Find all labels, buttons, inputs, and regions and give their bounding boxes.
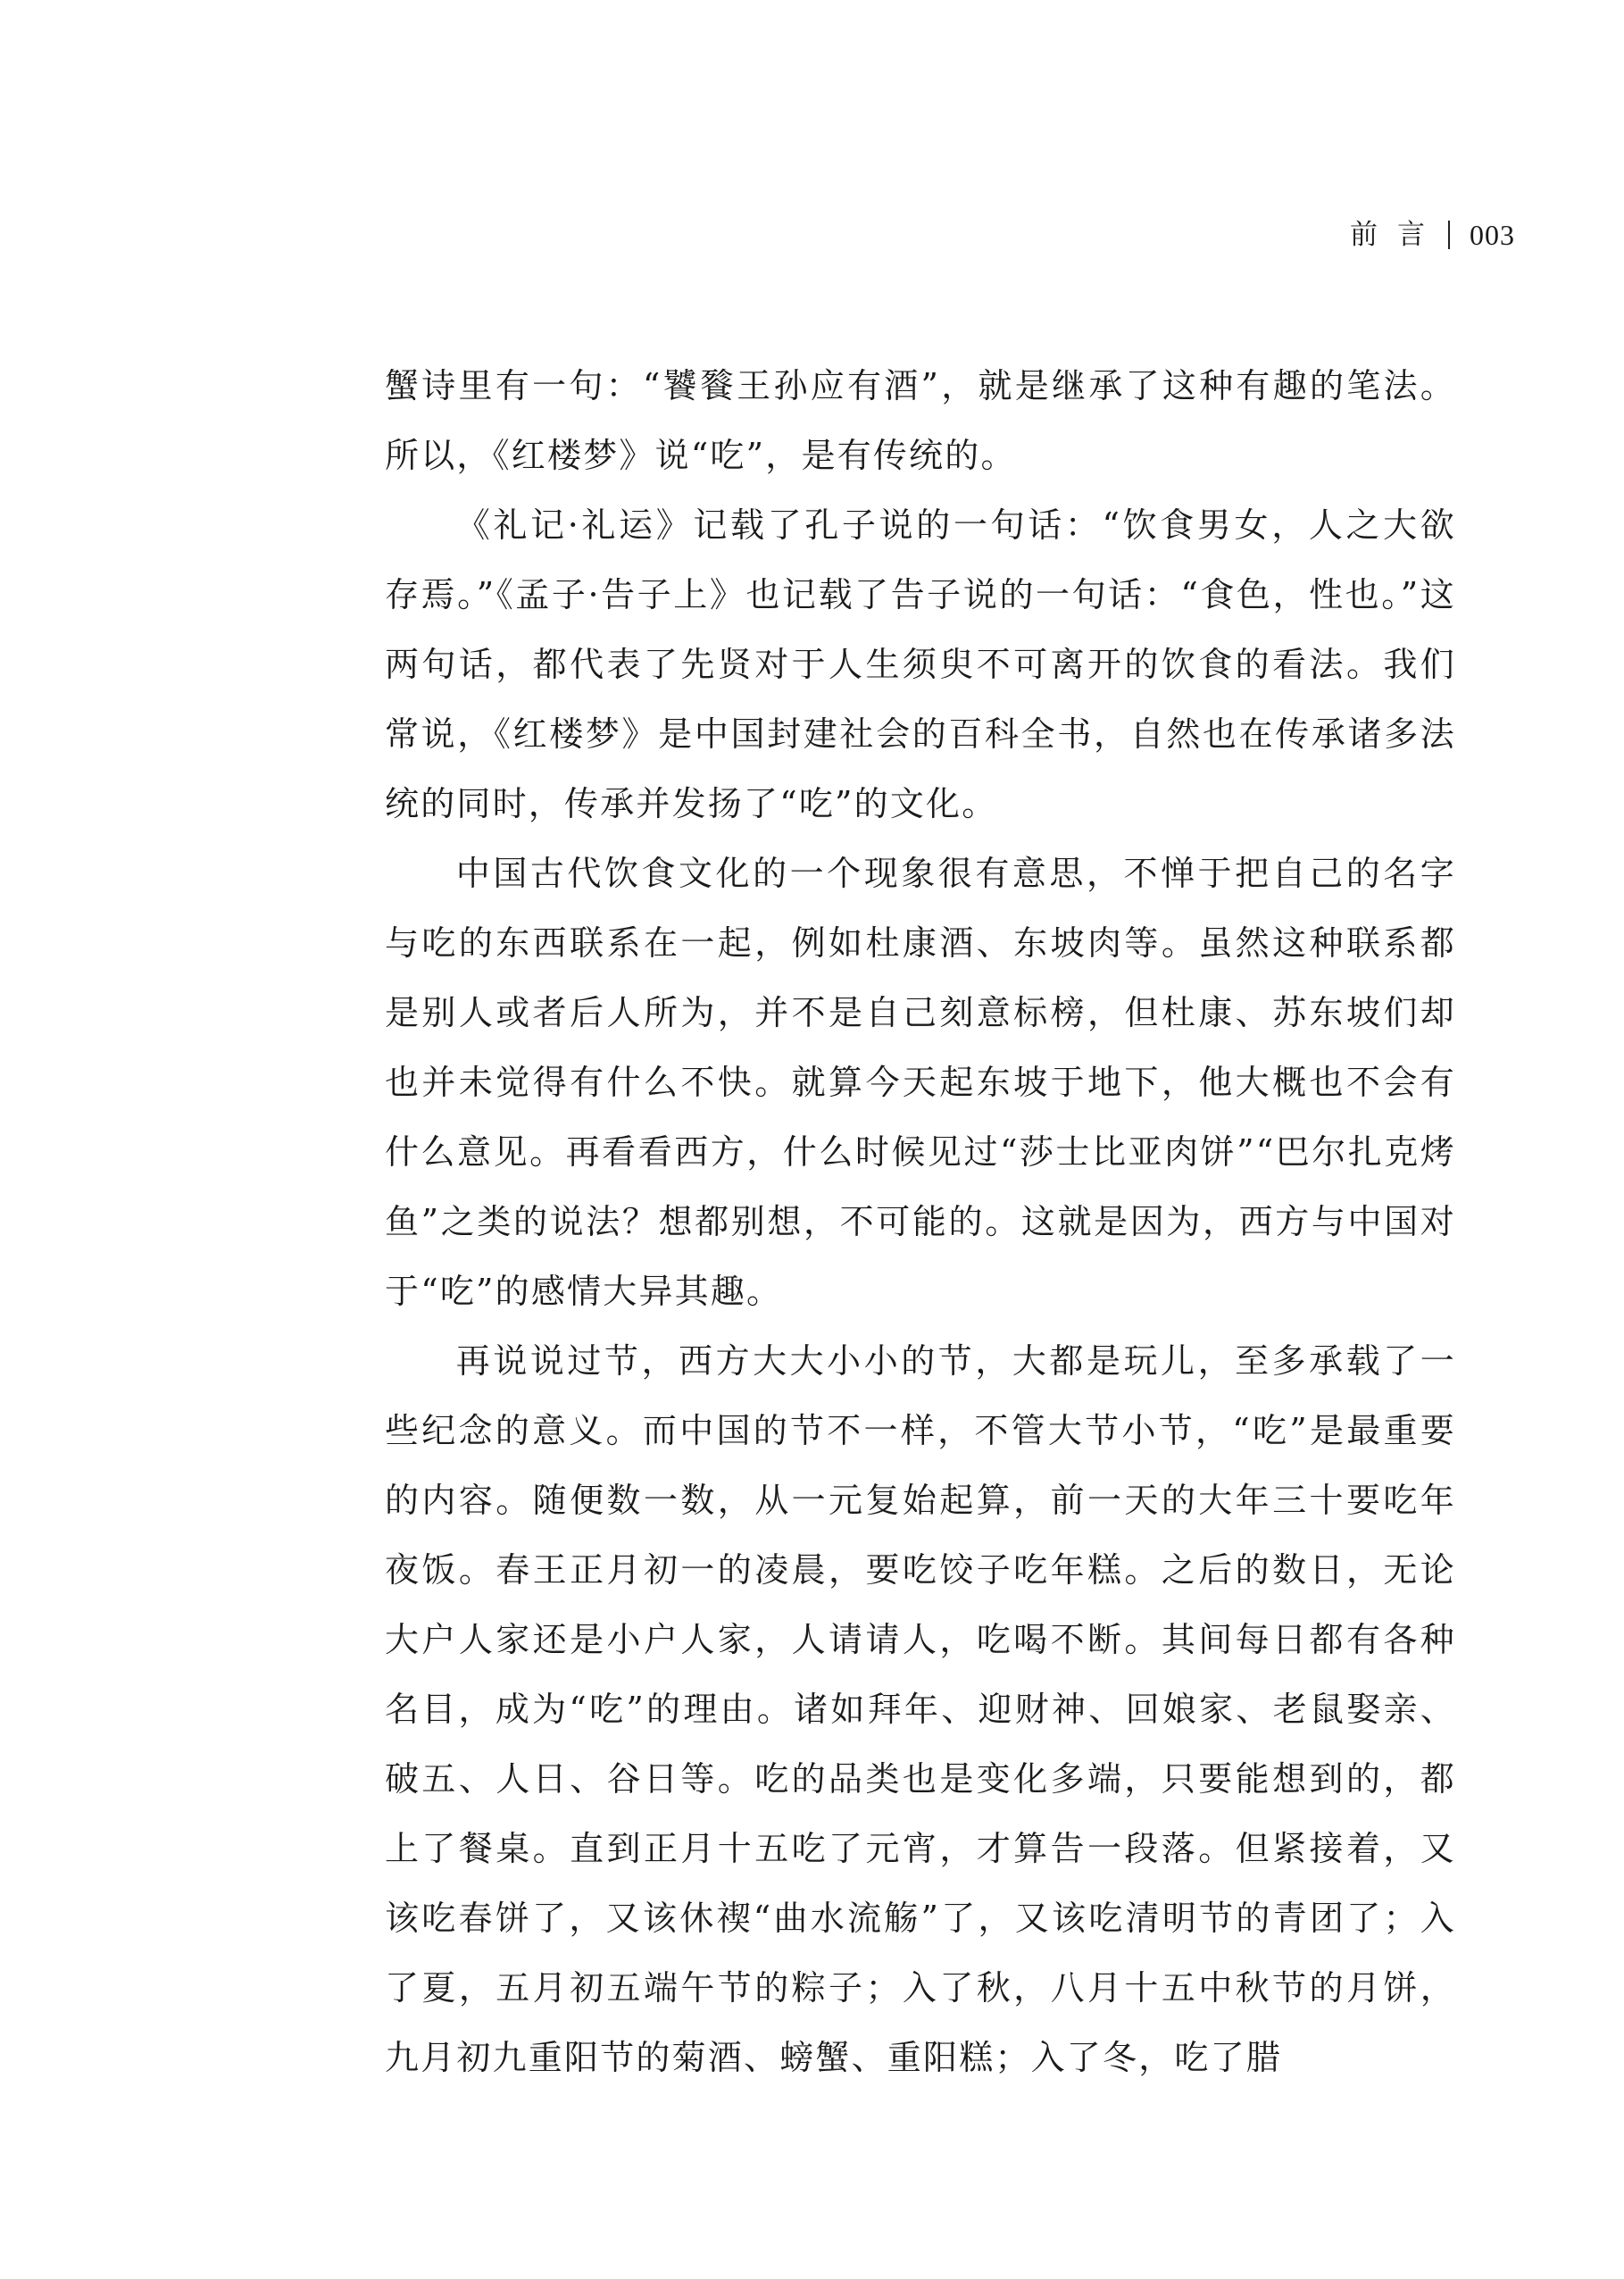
paragraph: 中国古代饮食文化的一个现象很有意思，不惮于把自己的名字与吃的东西联系在一起，例如杜康酒、东坡肉等。虽然这种联系都是别人或者后人所为，并不是自己刻意标榜，但杜康、苏东坡们却也并未觉得有什么不快。就算今天起东坡于地下，他大概也不会有什么意见。再看看西方，什么时候见过“莎士比亚肉饼”“巴尔扎克烤鱼”之类的说法？想都别想，不可能的。这就是因为，西方与中国对于“吃”的感情大异其趣。 [385,854,1456,1311]
body-text [385,351,1456,2092]
running-header [1350,217,1515,253]
section-title: 前言 [1350,219,1445,251]
paragraph-continued: 蟹诗里有一句：“饕餮王孙应有酒”，就是继承了这种有趣的笔法。所以，《红楼梦》说“吃”，是有传统的。 [385,366,1456,475]
paragraph: 再说说过节，西方大大小小的节，大都是玩儿，至多承载了一些纪念的意义。而中国的节不一样，不管大节小节，“吃”是最重要的内容。随便数一数，从一元复始起算，前一天的大年三十要吃年夜饭。春王正月初一的凌晨，要吃饺子吃年糕。之后的数日，无论大户人家还是小户人家，人请请人，吃喝不断。其间每日都有各种名目，成为“吃”的理由。诸如拜年、迎财神、回娘家、老鼠娶亲、破五、人日、谷日等。吃的品类也是变化多端，只要能想到的，都上了餐桌。直到正月十五吃了元宵，才算告一段落。但紧接着，又该吃春饼了，又该休禊“曲水流觞”了，又该吃清明节的青团了；入了夏，五月初五端午节的粽子；入了秋，八月十五中秋节的月饼，九月初九重阳节的菊酒、螃蟹、重阳糕；入了冬，吃了腊 [385,1341,1456,2077]
page-number: 003 [1470,219,1515,251]
header-divider [1448,221,1450,249]
paragraph: 《礼记·礼运》记载了孔子说的一句话：“饮食男女，人之大欲存焉。”《孟子·告子上》也记载了告子说的一句话：“食色，性也。”这两句话，都代表了先贤对于人生须臾不可离开的饮食的看法。我们常说，《红楼梦》是中国封建社会的百科全书，自然也在传承诸多法统的同时，传承并发扬了“吃”的文化。 [385,505,1456,823]
